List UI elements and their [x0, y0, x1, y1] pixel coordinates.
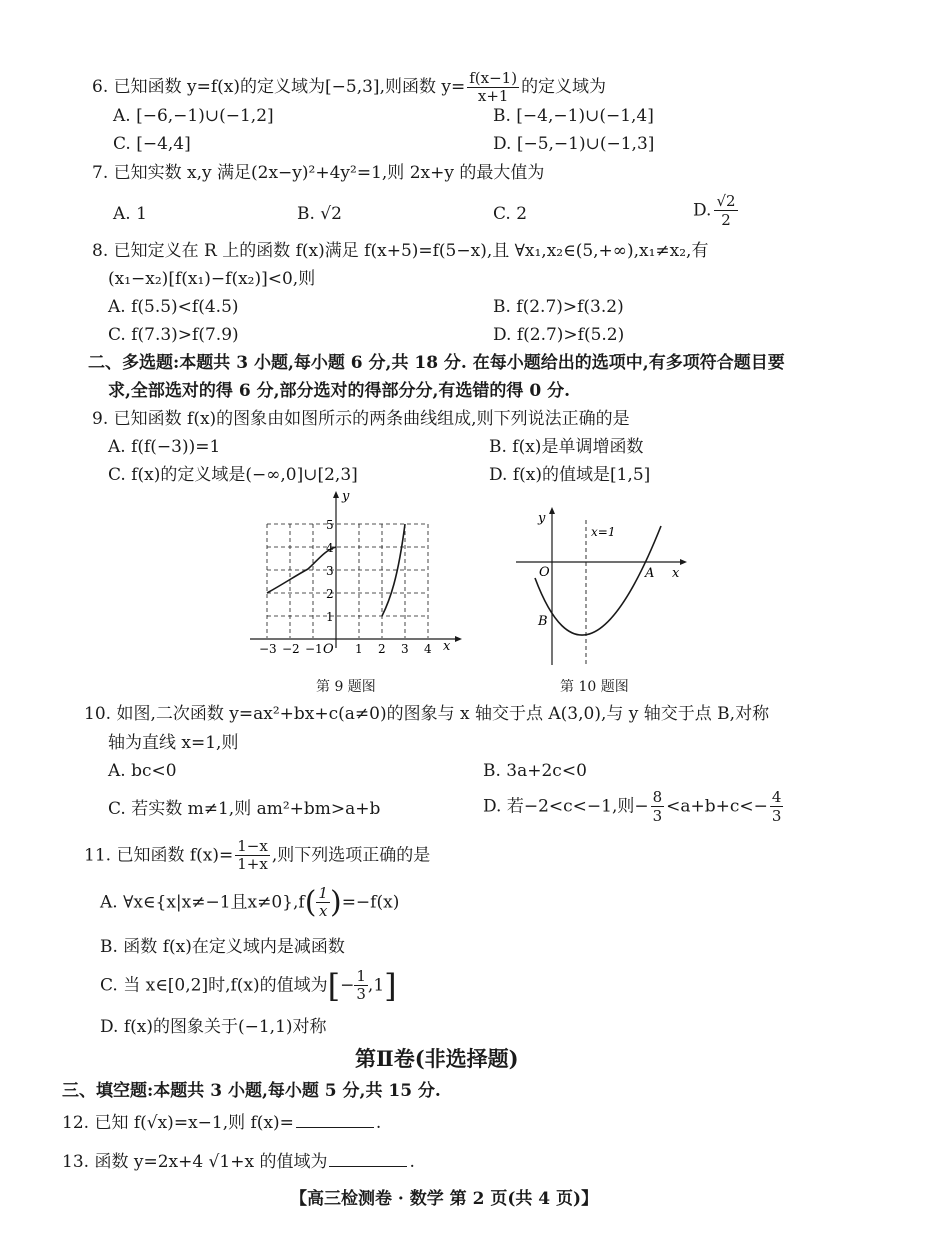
- svg-text:−1: −1: [305, 642, 323, 656]
- figure-9-x-ticks: [259, 642, 432, 656]
- q6-option-a: A. [−6,−1)∪(−1,2]: [113, 106, 274, 126]
- q9-option-a: A. f(f(−3))=1: [108, 437, 221, 457]
- q8-stem-line1: 8. 已知定义在 R 上的函数 f(x)满足 f(x+5)=f(5−x),且 ∀x₁,x₂∈(5,+∞),x₁≠x₂,有: [92, 241, 709, 261]
- svg-text:3: 3: [326, 564, 334, 578]
- figure-10-y-label: y: [538, 511, 546, 526]
- svg-text:4: 4: [424, 642, 432, 656]
- q9-stem: 9. 已知函数 f(x)的图象由如图所示的两条曲线组成,则下列说法正确的是: [92, 409, 630, 429]
- section2-instructions: 求,全部选对的得 6 分,部分选对的得部分分,有选错的得 0 分.: [108, 381, 571, 401]
- q9-option-b: B. f(x)是单调增函数: [489, 437, 644, 457]
- q11-option-c: C. 当 x∈[0,2]时,f(x)的值域为[− $\frac{1}{3}$ ,1]: [100, 966, 397, 1005]
- svg-text:4: 4: [326, 541, 334, 555]
- q13-stem: 13. 函数 y=2x+4 √1+x 的值域为 .: [62, 1152, 415, 1172]
- q10-option-d: D. 若−2<c<−1,则− $\frac{8}{3}$ <a+b+c<− $\frac{4}{3}$: [483, 788, 782, 825]
- figure-9-caption: 第 9 题图: [316, 679, 376, 695]
- q9-option-c: C. f(x)的定义域是(−∞,0]∪[2,3]: [108, 465, 358, 485]
- q10-stem-line2: 轴为直线 x=1,则: [108, 733, 239, 753]
- q11-option-d: D. f(x)的图象关于(−1,1)对称: [100, 1017, 327, 1037]
- q6-option-b: B. [−4,−1)∪(−1,4]: [493, 106, 654, 126]
- figure-9-origin: O: [323, 642, 334, 657]
- figure-10-x-label: x: [672, 566, 680, 581]
- svg-text:2: 2: [378, 642, 386, 656]
- q11-option-b: B. 函数 f(x)在定义域内是减函数: [100, 937, 345, 957]
- section2-heading: 二、多选题:本题共 3 小题,每小题 6 分,共 18 分. 在每小题给出的选项中,有多项符合题目要: [88, 353, 785, 373]
- part2-title: 第Ⅱ卷(非选择题): [355, 1046, 519, 1071]
- q8-stem-line2: (x₁−x₂)[f(x₁)−f(x₂)]<0,则: [108, 269, 316, 289]
- figure-9-y-ticks: [326, 518, 334, 624]
- svg-text:−2: −2: [282, 642, 300, 656]
- q6-option-c: C. [−4,4]: [113, 134, 191, 154]
- q9-option-d: D. f(x)的值域是[1,5]: [489, 465, 651, 485]
- q13-answer-blank[interactable]: [329, 1150, 407, 1167]
- page-footer: 【高三检测卷 · 数学 第 2 页(共 4 页)】: [290, 1189, 599, 1209]
- svg-text:2: 2: [326, 587, 334, 601]
- q7-option-b: B. √2: [297, 204, 342, 224]
- section3-heading: 三、填空题:本题共 3 小题,每小题 5 分,共 15 分.: [62, 1081, 441, 1101]
- q10-option-a: A. bc<0: [108, 761, 177, 781]
- q8-option-a: A. f(5.5)<f(4.5): [108, 297, 239, 317]
- figure-10-parabola: [535, 526, 661, 635]
- q11-stem: 11. 已知函数 f(x)= $\frac{1-x}{1+x}$ ,则下列选项正确的是: [84, 837, 431, 873]
- figure-10-caption: 第 10 题图: [560, 679, 629, 695]
- figure-9-y-label: y: [342, 489, 350, 504]
- figure-10-graph: [508, 500, 698, 668]
- q8-option-d: D. f(2.7)>f(5.2): [493, 325, 625, 345]
- q12-answer-blank[interactable]: [296, 1111, 374, 1128]
- q7-option-a: A. 1: [113, 204, 147, 224]
- q7-option-d: D. $\frac{√2}{2}$: [693, 192, 736, 229]
- q6-stem: 6. 已知函数 y=f(x)的定义域为[−5,3],则函数 y= $\frac{f(x-1)}{x+1}$ 的定义域为: [92, 69, 607, 105]
- q10-stem-line1: 10. 如图,二次函数 y=ax²+bx+c(a≠0)的图象与 x 轴交于点 A(3,0),与 y 轴交于点 B,对称: [84, 704, 770, 724]
- q12-stem: 12. 已知 f(√x)=x−1,则 f(x)= .: [62, 1113, 382, 1133]
- svg-text:5: 5: [326, 518, 334, 532]
- figure-10-point-b: B: [538, 614, 548, 629]
- q7-option-c: C. 2: [493, 204, 528, 224]
- q10-option-c: C. 若实数 m≠1,则 am²+bm>a+b: [108, 799, 381, 819]
- figure-9-graph: [240, 488, 470, 658]
- q8-option-b: B. f(2.7)>f(3.2): [493, 297, 624, 317]
- figure-10-axis-label: x=1: [591, 525, 616, 539]
- figure-9-x-label: x: [443, 639, 451, 654]
- svg-text:3: 3: [401, 642, 409, 656]
- figure-10-origin: O: [539, 565, 550, 580]
- q7-stem: 7. 已知实数 x,y 满足(2x−y)²+4y²=1,则 2x+y 的最大值为: [92, 163, 545, 183]
- q6-option-d: D. [−5,−1)∪(−1,3]: [493, 134, 655, 154]
- q8-option-c: C. f(7.3)>f(7.9): [108, 325, 239, 345]
- svg-text:1: 1: [355, 642, 363, 656]
- svg-text:1: 1: [326, 610, 334, 624]
- q10-option-b: B. 3a+2c<0: [483, 761, 587, 781]
- q11-option-a: A. ∀x∈{x|x≠−1且x≠0},f( $\frac{1}{x}$ )=−f(x): [100, 884, 400, 920]
- figure-9-grid: [267, 524, 428, 638]
- figure-10-point-a: A: [645, 566, 655, 581]
- svg-text:−3: −3: [259, 642, 277, 656]
